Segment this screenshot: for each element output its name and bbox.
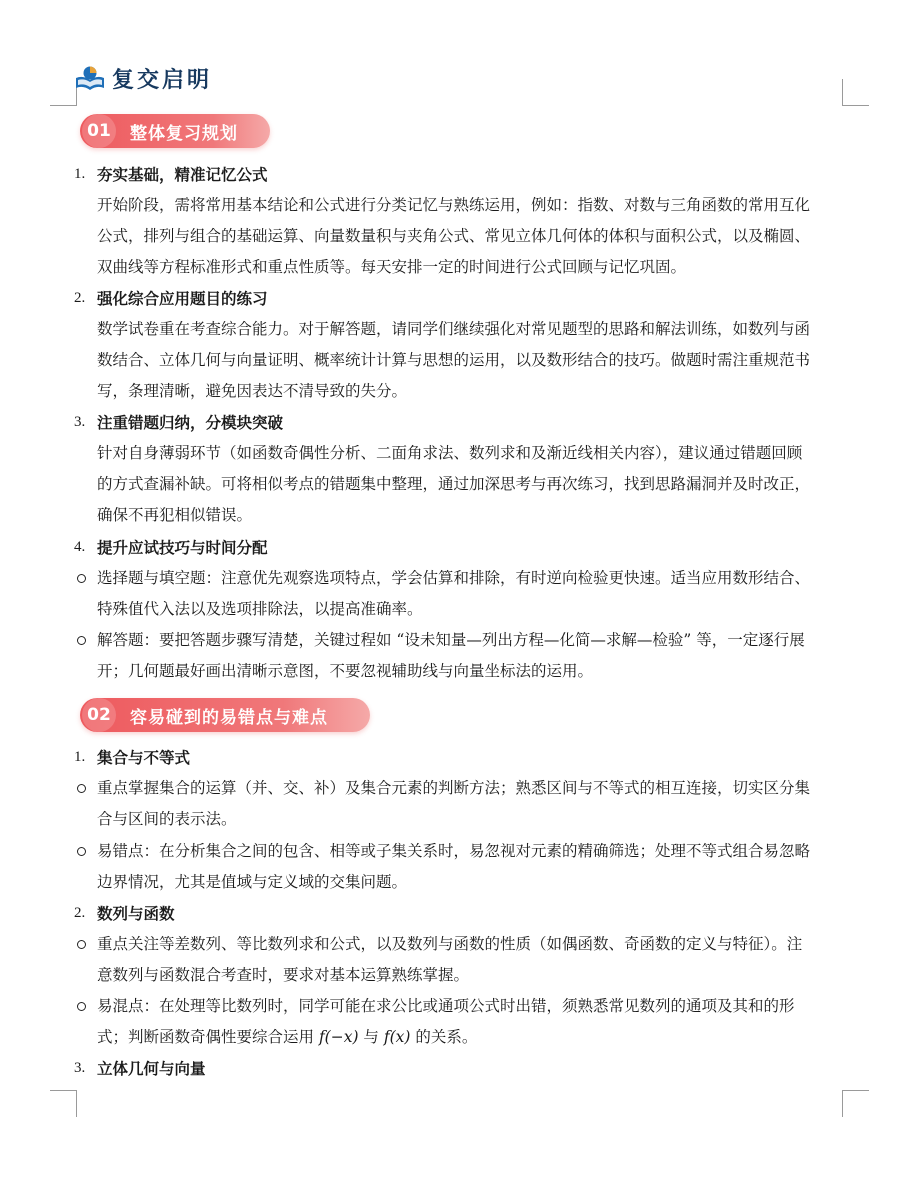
item-number: 1.	[74, 166, 86, 182]
paragraph-line: 合与区间的表示法。	[97, 810, 237, 828]
section-title: 容易碰到的易错点与难点	[130, 707, 328, 728]
bullet-circle-icon	[77, 563, 87, 573]
paragraph-line: 边界情况，尤其是值域与定义域的交集问题。	[97, 873, 408, 891]
item-heading: 立体几何与向量	[97, 1059, 206, 1078]
paragraph-line: 确保不再犯相似错误。	[97, 506, 253, 524]
logo-text: 复交启明	[112, 66, 213, 93]
item-heading: 提升应试技巧与时间分配	[97, 538, 268, 557]
section-number: 01	[82, 114, 116, 148]
corner-mark-bottom-left	[50, 1090, 77, 1117]
paragraph-line: 开；几何题最好画出清晰示意图，不要忽视辅助线与向量坐标法的运用。	[97, 662, 594, 680]
paragraph-line: 写，条理清晰，避免因表达不清导致的失分。	[97, 382, 408, 400]
bullet-circle-icon	[77, 991, 87, 1001]
bullet-circle-icon	[77, 836, 87, 846]
paragraph-text: 的关系。	[410, 1028, 478, 1046]
item-heading: 夯实基础，精准记忆公式	[97, 165, 268, 184]
corner-mark-top-left	[50, 79, 77, 106]
item-number: 1.	[74, 749, 86, 765]
item-number: 4.	[74, 539, 86, 555]
paragraph-line: 的方式查漏补缺。可将相似考点的错题集中整理，通过加深思考与再次练习，找到思路漏洞并及时改正，	[97, 475, 811, 493]
item-heading: 数列与函数	[97, 904, 175, 923]
paragraph-line: 选择题与填空题：注意优先观察选项特点，学会估算和排除，有时逆向检验更快速。适当应用数形结合、	[97, 569, 811, 587]
paragraph-line: 双曲线等方程标准形式和重点性质等。每天安排一定的时间进行公式回顾与记忆巩固。	[97, 258, 687, 276]
section-title: 整体复习规划	[130, 123, 238, 144]
item-heading: 注重错题归纳，分模块突破	[97, 413, 284, 432]
paragraph-line: 开始阶段，需将常用基本结论和公式进行分类记忆与熟练运用，例如：指数、对数与三角函数的常用互化	[97, 196, 811, 214]
section-banner-01	[80, 114, 270, 148]
item-heading: 强化综合应用题目的练习	[97, 289, 268, 308]
paragraph-line: 公式，排列与组合的基础运算、向量数量积与夹角公式、常见立体几何体的体积与面积公式，以及椭圆、	[97, 227, 811, 245]
paragraph-line: 解答题：要把答题步骤写清楚，关键过程如 “设未知量—列出方程—化简—求解—检验” 等，一定逐行展	[97, 631, 805, 649]
paragraph-line: 重点掌握集合的运算（并、交、补）及集合元素的判断方法；熟悉区间与不等式的相互连接，切实区分集	[97, 779, 811, 797]
paragraph-line: 数结合、立体几何与向量证明、概率统计计算与思想的运用，以及数形结合的技巧。做题时需注重规范书	[97, 351, 811, 369]
paragraph-line: 数学试卷重在考查综合能力。对于解答题，请同学们继续强化对常见题型的思路和解法训练，如数列与函	[97, 320, 811, 338]
bullet-circle-icon	[77, 625, 87, 635]
item-number: 2.	[74, 905, 86, 921]
corner-mark-bottom-right	[842, 1090, 869, 1117]
header-logo	[74, 62, 212, 94]
math-expression: f(x)	[383, 1028, 411, 1046]
paragraph-line: 重点关注等差数列、等比数列求和公式，以及数列与函数的性质（如偶函数、奇函数的定义与特征）。注	[97, 935, 803, 953]
paragraph-line: 针对自身薄弱环节（如函数奇偶性分析、二面角求法、数列求和及渐近线相关内容），建议通过错题回顾	[97, 444, 803, 462]
bullet-circle-icon	[77, 773, 87, 783]
item-number: 3.	[74, 414, 86, 430]
corner-mark-top-right	[842, 79, 869, 106]
paragraph-line: 特殊值代入法以及选项排除法，以提高准确率。	[97, 600, 423, 618]
paragraph-text: 式；判断函数奇偶性要综合运用	[97, 1028, 319, 1046]
item-number: 3.	[74, 1060, 86, 1076]
paragraph-line	[97, 1022, 832, 1053]
section-banner-02	[80, 698, 370, 732]
item-number: 2.	[74, 290, 86, 306]
paragraph-line: 意数列与函数混合考查时，要求对基本运算熟练掌握。	[97, 966, 470, 984]
bullet-circle-icon	[77, 929, 87, 939]
section-number: 02	[82, 698, 116, 732]
math-expression: f(−x)	[318, 1028, 359, 1046]
book-logo-icon	[74, 64, 106, 92]
item-heading: 集合与不等式	[97, 748, 191, 767]
paragraph-text: 与	[358, 1028, 384, 1046]
paragraph-line: 易混点：在处理等比数列时，同学可能在求公比或通项公式时出错，须熟悉常见数列的通项及其和的形	[97, 997, 795, 1015]
paragraph-line: 易错点：在分析集合之间的包含、相等或子集关系时，易忽视对元素的精确筛选；处理不等式组合易忽略	[97, 842, 811, 860]
